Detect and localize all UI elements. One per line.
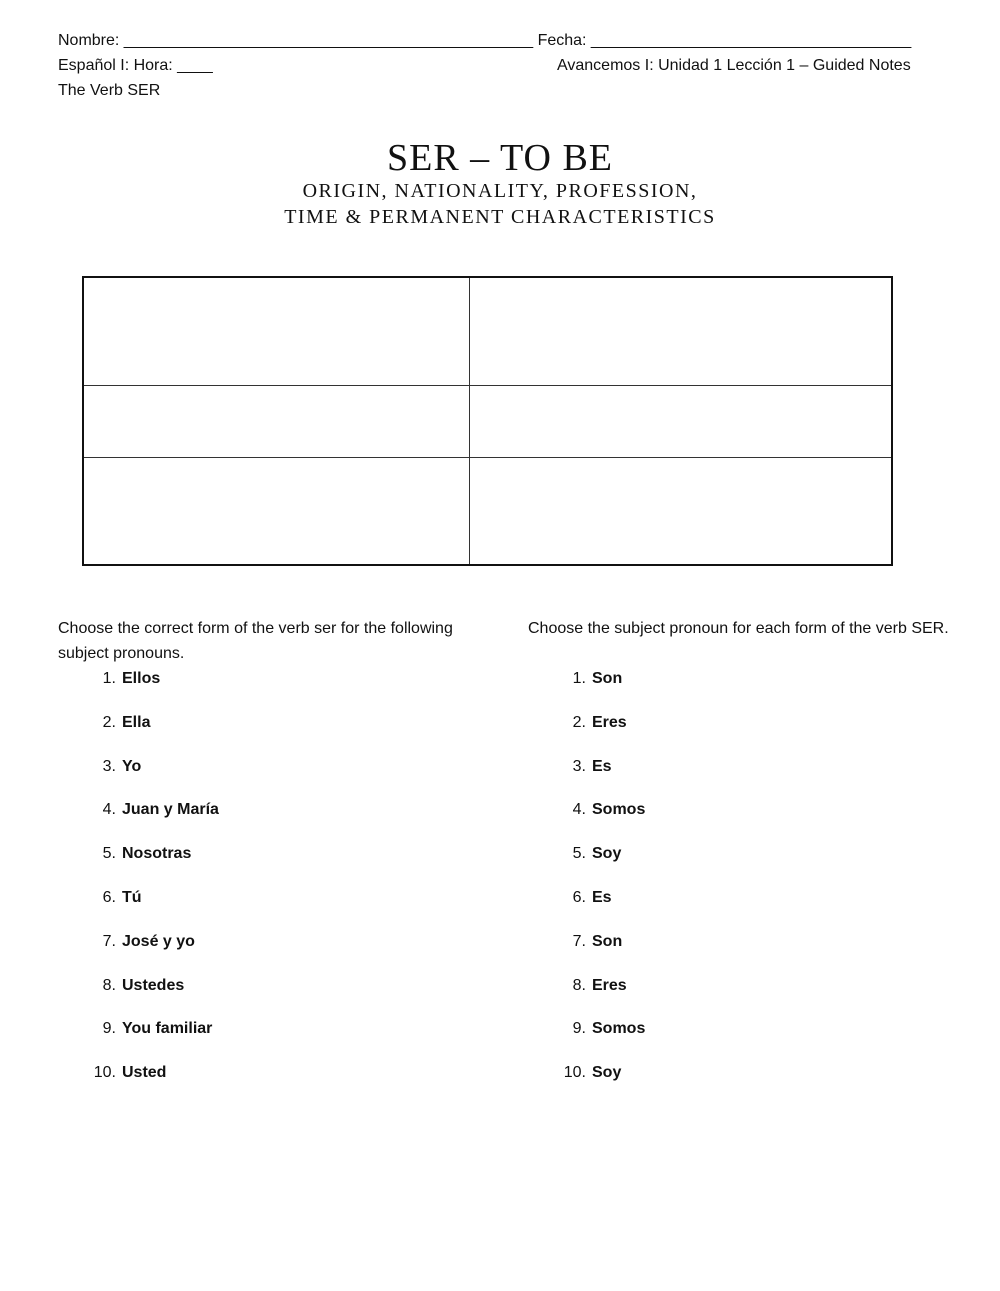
class-hora-line: Español I: Hora: ____	[58, 57, 213, 74]
list-item	[88, 754, 498, 798]
item-text: Tú	[122, 888, 142, 906]
item-text: Son	[592, 932, 623, 950]
item-text: Usted	[122, 1064, 167, 1082]
item-number: 4.	[102, 801, 116, 819]
item-number: 2.	[102, 713, 116, 731]
item-number: 7.	[102, 932, 116, 950]
list-item	[88, 797, 498, 841]
list-item	[558, 666, 978, 710]
chart-cell[interactable]	[83, 457, 470, 565]
item-number: 5.	[572, 845, 586, 863]
item-text: Soy	[592, 845, 622, 863]
page-subtitle-2: TIME & PERMANENT CHARACTERISTICS	[284, 206, 716, 228]
item-text: Eres	[592, 713, 627, 731]
item-text: Eres	[592, 976, 627, 994]
item-text: Yo	[122, 757, 142, 775]
item-number: 1.	[102, 670, 116, 687]
right-instruction: Choose the subject pronoun for each form of the verb SER.	[528, 620, 949, 637]
chart-cell[interactable]	[83, 277, 470, 385]
item-number: 1.	[572, 670, 586, 687]
item-number: 4.	[572, 801, 586, 819]
left-instruction: Choose the correct form of the verb ser for the following subject pronouns.	[58, 620, 453, 662]
item-text: Juan y María	[122, 801, 219, 819]
list-item	[88, 710, 498, 754]
item-text: Ustedes	[122, 976, 185, 994]
topic-line: The Verb SER	[58, 82, 161, 99]
chart-row	[83, 457, 892, 565]
list-item	[558, 754, 978, 798]
chart-row	[83, 385, 892, 457]
item-text: Ellos	[122, 670, 161, 687]
list-item	[88, 666, 498, 710]
unit-lesson-line: Avancemos I: Unidad 1 Lección 1 – Guided Notes	[557, 57, 911, 74]
conjugation-chart	[82, 276, 893, 566]
item-number: 9.	[102, 1020, 116, 1038]
list-item	[558, 841, 978, 885]
item-text: Ella	[122, 713, 151, 731]
chart-row	[83, 277, 892, 385]
list-item	[558, 885, 978, 929]
right-list	[528, 666, 978, 1104]
item-number: 8.	[102, 976, 116, 994]
list-item	[88, 973, 498, 1017]
item-text: Es	[592, 888, 612, 906]
item-number: 10.	[563, 1064, 586, 1082]
list-item	[558, 929, 978, 973]
list-item	[88, 1060, 498, 1104]
list-item	[558, 710, 978, 754]
item-number: 6.	[572, 888, 586, 906]
item-text: You familiar	[122, 1020, 213, 1038]
item-text: Es	[592, 757, 612, 775]
page-subtitle-1: ORIGIN, NATIONALITY, PROFESSION,	[302, 180, 698, 202]
item-text: Son	[592, 670, 623, 687]
list-item	[88, 885, 498, 929]
list-item	[558, 1016, 978, 1060]
chart-cell[interactable]	[83, 385, 470, 457]
item-number: 7.	[572, 932, 586, 950]
item-number: 3.	[572, 757, 586, 775]
item-number: 5.	[102, 845, 116, 863]
item-text: Nosotras	[122, 845, 192, 863]
item-number: 9.	[572, 1020, 586, 1038]
page-title: SER – TO BE	[386, 137, 614, 179]
item-text: José y yo	[122, 932, 195, 950]
item-number: 3.	[102, 757, 116, 775]
chart-cell[interactable]	[470, 277, 893, 385]
nombre-fecha-line: Nombre: ______________________________________________ Fecha: ____________________________________	[58, 32, 912, 49]
right-exercise	[528, 616, 978, 1104]
list-item	[558, 797, 978, 841]
item-number: 2.	[572, 713, 586, 731]
list-item	[88, 841, 498, 885]
left-list	[58, 666, 498, 1104]
left-exercise	[58, 616, 498, 1104]
list-item	[88, 929, 498, 973]
item-text: Somos	[592, 1020, 646, 1038]
chart-cell[interactable]	[470, 457, 893, 565]
item-number: 6.	[102, 888, 116, 906]
item-number: 8.	[572, 976, 586, 994]
item-text: Soy	[592, 1064, 622, 1082]
chart-cell[interactable]	[470, 385, 893, 457]
item-number: 10.	[93, 1064, 116, 1082]
list-item	[88, 1016, 498, 1060]
list-item	[558, 1060, 978, 1104]
item-text: Somos	[592, 801, 646, 819]
list-item	[558, 973, 978, 1017]
